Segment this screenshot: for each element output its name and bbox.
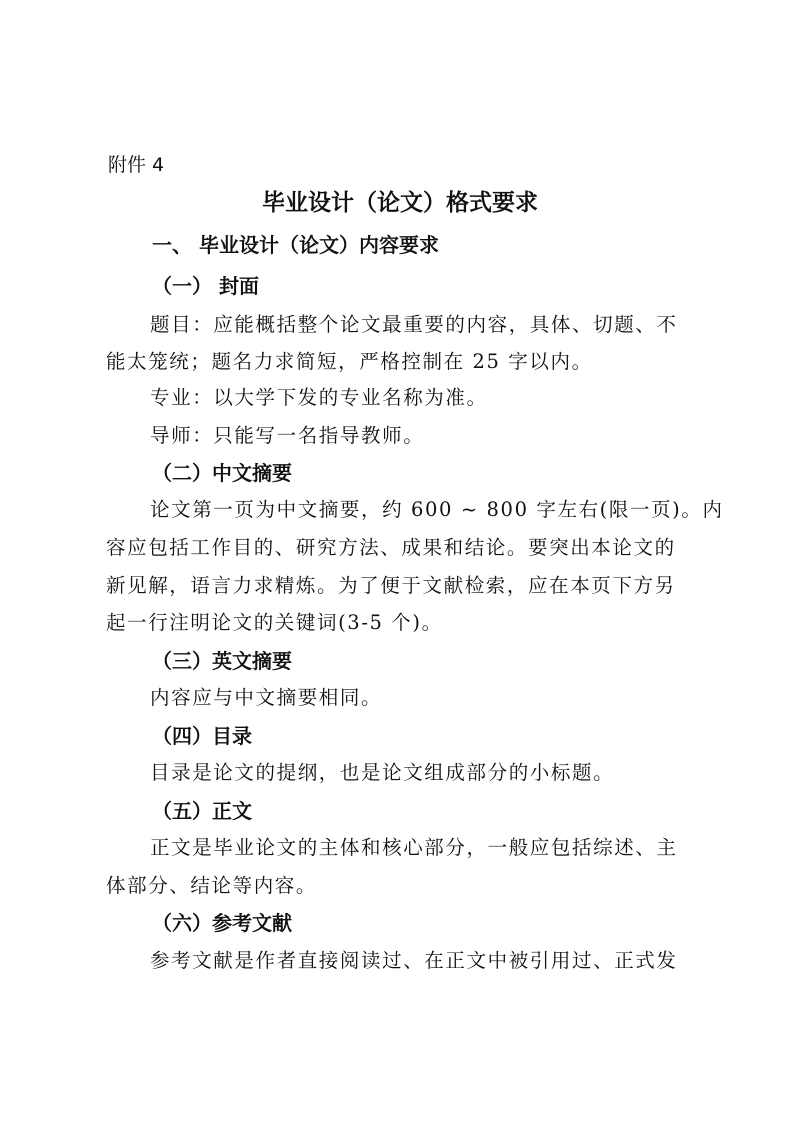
paragraph-line: 导师：只能写一名指导教师。 — [150, 424, 425, 447]
subheading-chinese-abstract: （二）中文摘要 — [152, 461, 292, 485]
paragraph-line: 新见解，语言力求精炼。为了便于文献检索，应在本页下方另 — [106, 574, 676, 597]
paragraph-line: 参考文献是作者直接阅读过、在正文中被引用过、正式发 — [150, 949, 678, 972]
paragraph-line: 专业：以大学下发的专业名称为准。 — [150, 386, 488, 409]
paragraph-line: 内容应与中文摘要相同。 — [150, 686, 383, 709]
subheading-english-abstract: （三）英文摘要 — [152, 649, 292, 673]
paragraph-line: 目录是论文的提纲，也是论文组成部分的小标题。 — [150, 761, 615, 784]
paragraph-line: 体部分、结论等内容。 — [106, 874, 318, 897]
paragraph-line: 正文是毕业论文的主体和核心部分，一般应包括综述、主 — [150, 836, 678, 859]
paragraph-line: 能太笼统；题名力求简短，严格控制在 25 字以内。 — [106, 350, 593, 373]
section-heading: 一、 毕业设计（论文）内容要求 — [152, 233, 439, 257]
subheading-cover: （一） 封面 — [152, 274, 259, 298]
subheading-toc: （四）目录 — [152, 724, 252, 748]
paragraph-line: 论文第一页为中文摘要，约 600 ~ 800 字左右(限一页)。内 — [150, 498, 724, 521]
page-title: 毕业设计（论文）格式要求 — [262, 190, 538, 216]
paragraph-line: 题目：应能概括整个论文最重要的内容，具体、切题、不 — [150, 313, 678, 336]
paragraph-line: 容应包括工作目的、研究方法、成果和结论。要突出本论文的 — [106, 536, 676, 559]
annex-label: 附件 4 — [108, 154, 165, 176]
paragraph-line: 起一行注明论文的关键词(3-5 个)。 — [106, 611, 443, 634]
subheading-references: （六）参考文献 — [152, 911, 292, 935]
subheading-main-text: （五）正文 — [152, 799, 252, 823]
